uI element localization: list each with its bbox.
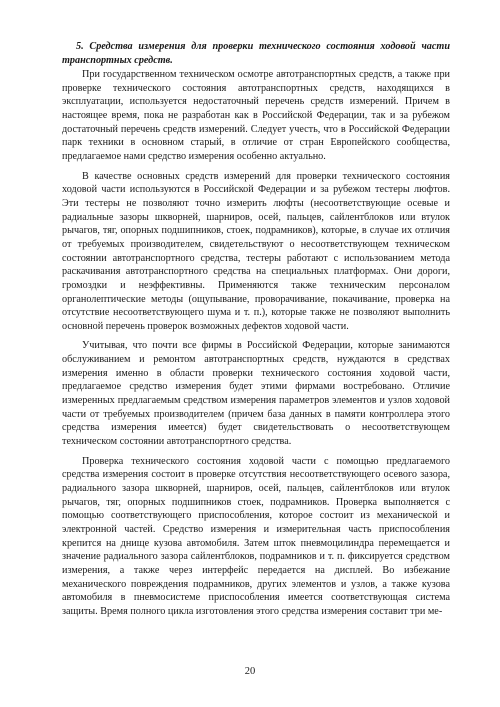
- document-page: [62, 40, 450, 619]
- section-heading: 5. Средства измерения для проверки технического состояния ходовой части транспортных средств.: [62, 41, 450, 66]
- paragraph-intro: При государственном техническом осмотре автотранспортных средств, а также при проверке технического состояния автотранспортных средств, находящихся в эксплуатации, используется недостаточный перечень средств измерений. Причем в настоящее время, пока не разработан как в Российской Федерации, так и за рубежом достаточный перечень средств измерений. Следует учесть, что в Российской Федерации парк техники в основном старый, в отличие от стран Европейского сообщества, предлагаемое нами средство измерения особенно актуально.: [62, 69, 450, 162]
- paragraph-demand: Учитывая, что почти все фирмы в Российской Федерации, которые занимаются обслуживанием и ремонтом автотранспортных средств, нуждаются в средствах измерения именно в области проверки технического состояния ходовой части, предлагаемое средство измерения будет этими фирмами востребовано. Отличие измеренных предлагаемым средством измерения параметров элементов и узлов ходовой части от требуемых производителем (причем база данных в памяти контроллера этого средства измерения имеется) будет свидетельствовать о несоответствующем техническом состоянии автотранспортного средства.: [62, 340, 450, 448]
- paragraph-procedure: Проверка технического состояния ходовой части с помощью предлагаемого средства измерения состоит в проверке отсутствия несоответствующего осевого зазора, радиального зазора шкворней, шарниров, осей, пальцев, сайлентблоков или втулок рычагов, тяг, опорных подшипников стоек, подрамников. Проверка выполняется с помощью соответствующего приспособления, которое состоит из механической и электронной частей. Средство измерения и измерительная часть приспособления крепится на днище кузова автомобиля. Затем шток пневмоцилиндра перемещается и значение радиального зазора сайлентблоков, подрамников и т. п. фиксируется средством измерения, а также через интерфейс передается на дисплей. Во избежание механического повреждения подрамников, других элементов и узлов, а также кузова автомобиля в пневмосистеме приспособления имеется соответствующая система защиты. Время полного цикла изготовления этого средства измерения составит три ме-: [62, 455, 450, 617]
- page-number: 20: [244, 666, 256, 677]
- paragraph-testers: В качестве основных средств измерений для проверки технического состояния ходовой части используются в Российской Федерации и за рубежом тестеры люфтов. Эти тестеры не позволяют точно измерить люфты (несоответствующие осевые и радиальные зазоры шкворней, шарниров, осей, пальцев, сайлентблоков или втулок рычагов, тяг, опорных подшипников, стоек, подрамников), которые, в случае их отличия от требуемых производителем, свидетельствуют о несоответствующем техническом состоянии автотранспортного средства, тестеры работают с использованием метода раскачивания автотранспортного средства на специальных платформах. Они дороги, громоздки и неэффективны. Применяются также техническим персоналом органолептические методы (ощупывание, проворачивание, покачивание, проверка на отсутствие несоответствующего шума и т. п.), которые также не позволяют выполнить основной перечень проверок возможных дефектов ходовой части.: [62, 170, 450, 332]
